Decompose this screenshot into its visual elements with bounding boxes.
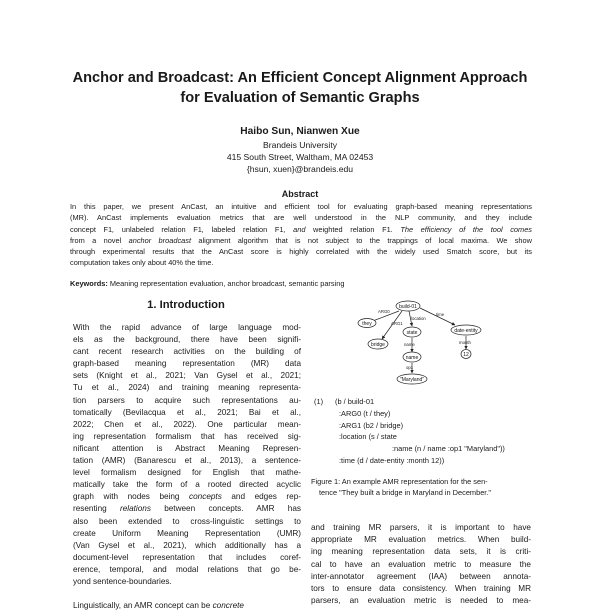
node-label-state: state xyxy=(406,330,418,336)
node-label-name: name xyxy=(405,355,419,361)
text-line: and training MR parsers, it is important to have xyxy=(311,523,531,532)
text-line: erence, temporal, and modal relations that go be- xyxy=(73,564,301,574)
text-segment: concept F1 xyxy=(70,224,113,234)
italic-term: concepts xyxy=(189,492,222,502)
keywords xyxy=(70,279,344,288)
text-line: yond sentence-boundaries. xyxy=(73,576,172,586)
node-label-build: build-01 xyxy=(399,304,417,310)
text-line xyxy=(70,235,532,246)
text-segment: graph with nodes being xyxy=(73,492,190,502)
text-segment: labeled relation F1 xyxy=(211,224,284,234)
text-line: In this paper, we present AnCast, an intuitive and efficient tool for evaluating graph-based meaning representations xyxy=(70,202,532,211)
edge-label-time: time xyxy=(436,312,445,317)
text-line: 2022; Chen et al., 2022). One particular mean- xyxy=(73,419,301,429)
text-line: through experimental results that the AnCast score is highly correlated with the widely used Smatch score, but its xyxy=(70,247,532,257)
text-line: create Uniform Meaning Representation (UMR) xyxy=(73,528,301,538)
edge-label-arg0: ARG0 xyxy=(378,309,390,314)
title-line-1: Anchor and Broadcast: An Efficient Concept Alignment Approach xyxy=(72,70,528,86)
abstract-heading: Abstract xyxy=(281,189,319,199)
penman-line: :time (d / date-entity :month 12)) xyxy=(339,455,445,465)
penman-line: (1) (b / build-01 xyxy=(314,397,375,406)
penman-notation xyxy=(314,396,505,467)
text-segment: unlabeled relation F1 xyxy=(121,224,202,234)
text-line: nificant attention is Abstract Meaning Represen- xyxy=(73,443,301,453)
text-line: computation takes only about 40% the time. xyxy=(70,258,214,268)
amr-graph xyxy=(340,298,540,394)
edge-label-name: name xyxy=(404,342,415,347)
text-line: tors to ensure data consistency. When training MR xyxy=(311,583,531,593)
text-line: document-level representation that includes coref- xyxy=(73,552,301,562)
abstract-text xyxy=(70,201,532,269)
text-line: level formalism designed for English that mathe- xyxy=(73,468,301,478)
node-label-twelve: 12 xyxy=(463,352,469,358)
text-segment: Linguistically, an AMR concept can be xyxy=(73,601,213,611)
text-line: sets (Knight et al., 2021; Van Gysel et al., 2021; xyxy=(73,371,301,381)
italic-term: , xyxy=(112,224,122,234)
text-line: tomatically (Bevilacqua et al., 2021; Bai et al., xyxy=(73,407,301,417)
text-line: graph-based meaning representation (MR) data xyxy=(73,359,301,369)
italic-term: relations xyxy=(119,504,151,514)
text-line: Tu et al., 2024) and training meaning representa- xyxy=(73,383,301,393)
text-line: appropriate MR evaluation metrics. When build- xyxy=(311,535,531,545)
text-line xyxy=(73,588,301,600)
text-line: With the rapid advance of large language mod- xyxy=(73,323,301,332)
text-line xyxy=(73,503,301,515)
text-segment: and edges rep- xyxy=(221,492,301,502)
text-line: parsers, an evaluation metric is needed to mea- xyxy=(311,596,531,606)
penman-line: :location (s / state xyxy=(339,432,397,442)
text-line: cal to have an evaluation metric to measure the xyxy=(311,559,531,569)
paper-title xyxy=(0,68,600,108)
text-segment: between concepts. AMR has xyxy=(150,504,301,514)
text-line: (MR). AnCast implements evaluation metrics that are well understood in the NLP community, and they include xyxy=(70,213,532,223)
node-label-they: they xyxy=(362,321,372,327)
text-line: (Van Gysel et al., 2021), which additionally has a xyxy=(73,540,301,550)
text-line: els as the background, there have been signifi- xyxy=(73,335,301,345)
intro-text xyxy=(73,322,301,612)
address: 415 South Street, Waltham, MA 02453 xyxy=(226,152,374,162)
text-line: tation (AMR) (Banarescu et al., 2013), a sentence- xyxy=(73,456,301,466)
node-label-maryland: "Maryland" xyxy=(399,377,425,383)
text-line: also been extended to cross-linguistic settings to xyxy=(73,516,301,526)
keywords-label: Keywords: xyxy=(70,279,108,288)
italic-term: . The efficiency of the tool comes xyxy=(390,224,532,234)
edge-label-op1: op1 xyxy=(406,365,414,370)
node-label-bridge: bridge xyxy=(371,342,385,348)
text-segment: from a novel xyxy=(70,235,129,245)
figure-caption xyxy=(311,477,533,498)
edge-label-arg1: ARG1 xyxy=(391,321,403,326)
penman-line: :ARG1 (b2 / bridge) xyxy=(339,420,404,430)
edge-label-month: month xyxy=(459,340,471,345)
section-heading: 1. Introduction xyxy=(147,299,225,311)
keywords-text: Meaning representation evaluation, anchor broadcast, semantic parsing xyxy=(109,279,345,288)
italic-term: concrete xyxy=(212,601,244,611)
italic-term: , xyxy=(201,224,212,234)
penman-line: :name (n / name :op1 "Maryland")) xyxy=(392,444,505,454)
example-number: (1) xyxy=(314,397,324,406)
text-segment: resenting xyxy=(73,504,120,514)
author-names: Haibo Sun, Nianwen Xue xyxy=(240,126,360,137)
text-line: matically take the form of a rooted directed acyclic xyxy=(73,480,301,490)
text-line: tion parsers to acquire such representations au- xyxy=(73,395,301,405)
caption-line: tence "They built a bridge in Maryland in December." xyxy=(319,487,492,497)
author-block xyxy=(0,124,600,175)
text-segment: alignment algorithm that is not subject to the trappings of local maxima. We show xyxy=(191,235,532,245)
italic-term: anchor broadcast xyxy=(128,235,192,245)
text-line xyxy=(73,600,301,612)
right-column-text xyxy=(311,522,531,607)
affiliation: Brandeis University xyxy=(262,140,338,150)
title-line-2: for Evaluation of Semantic Graphs xyxy=(180,90,420,106)
text-line: ing meaning representation data sets, it is criti- xyxy=(311,547,531,557)
text-line: inter-annotator agreement (IAA) between annota- xyxy=(311,571,531,581)
penman-line: :ARG0 (t / they) xyxy=(339,408,391,418)
caption-line: Figure 1: An example AMR representation for the sen- xyxy=(311,477,488,486)
email: {hsun, xuen}@brandeis.edu xyxy=(246,164,354,174)
text-segment: weighted relation F1 xyxy=(313,224,391,234)
italic-term: , and xyxy=(283,224,314,234)
text-line: ing representation formalism that has received sig- xyxy=(73,431,301,441)
edge-label-location: location xyxy=(411,316,426,321)
text-line: cant recent research activities on the building of xyxy=(73,347,301,357)
text-line xyxy=(73,491,301,503)
node-label-date: date-entity xyxy=(454,328,478,334)
text-line xyxy=(70,224,532,235)
